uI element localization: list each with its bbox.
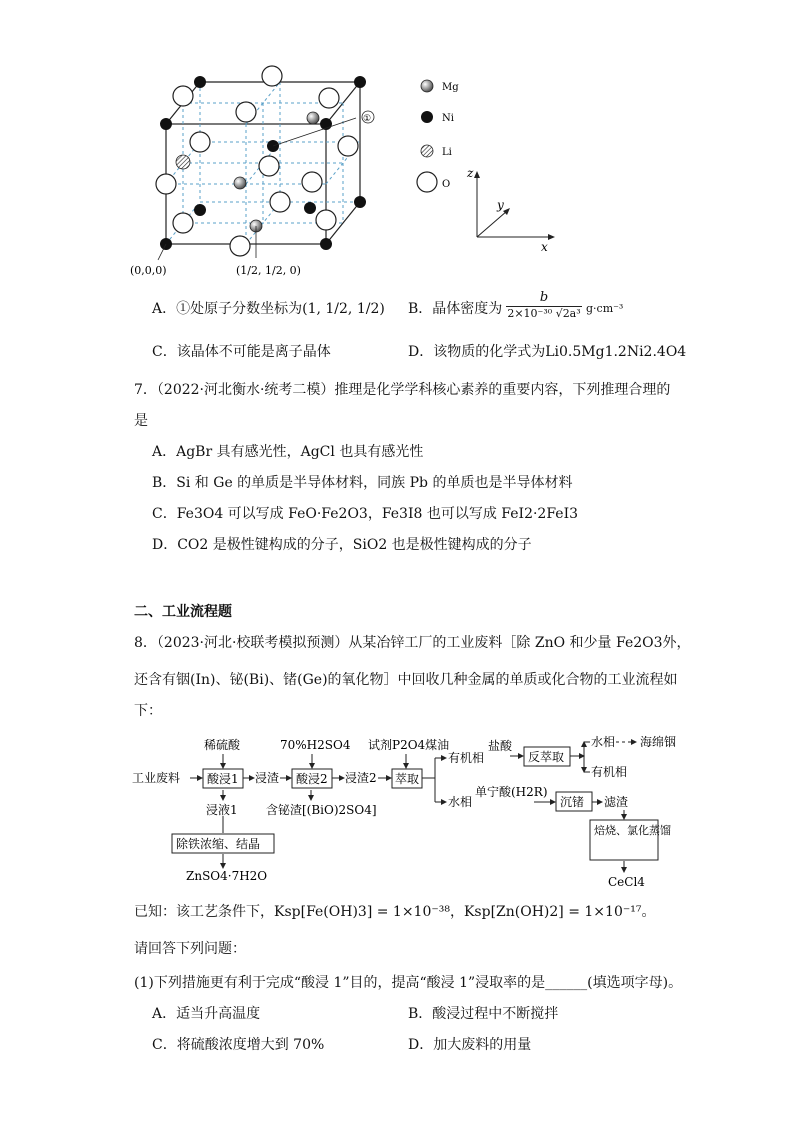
q7-option-b: B．Si 和 Ge 的单质是半导体材料，同族 Pb 的单质也是半导体材料 <box>152 475 573 491</box>
flow-leach2: 酸浸2 <box>296 772 328 786</box>
process-flowchart <box>130 728 700 890</box>
flow-back-extract: 反萃取 <box>528 750 565 764</box>
q8-option-a: A．适当升高温度 <box>152 1006 261 1022</box>
li-legend-icon <box>421 145 433 157</box>
q7-option-d: D．CO2 是极性键构成的分子，SiO2 也是极性键构成的分子 <box>152 537 532 553</box>
q8-option-d: D．加大废料的用量 <box>408 1037 532 1053</box>
flow-water2: 水相 <box>448 795 473 809</box>
flow-extract: 萃取 <box>395 772 420 786</box>
flow-leach1: 酸浸1 <box>207 772 239 786</box>
q8-option-c: C．将硫酸浓度增大到 70% <box>152 1037 325 1053</box>
fraction-numerator: b <box>506 290 582 307</box>
q8-known: 已知：该工艺条件下，Ksp[Fe(OH)3] = 1×10⁻³⁸，Ksp[Zn(OH)2] = 1×10⁻¹⁷。 <box>134 904 656 920</box>
q6-option-c-prefix: C． <box>152 344 177 360</box>
section-title: 二、工业流程题 <box>134 604 232 620</box>
q6-option-b-fraction <box>506 290 582 320</box>
mg-legend-icon <box>421 80 433 92</box>
q6-option-c <box>152 343 331 361</box>
flow-residue2: 浸渣2 <box>345 771 377 785</box>
legend-o: O <box>442 179 451 190</box>
flow-organic: 有机相 <box>448 751 485 765</box>
q6-option-a <box>152 300 385 318</box>
fraction-denominator: 2×10⁻³⁰ √2a³ <box>507 307 581 320</box>
q7-stem-line1: 7．（2022·河北衡水·统考二模）推理是化学学科核心素养的重要内容，下列推理合理的 <box>134 382 671 398</box>
axes-diagram <box>465 165 565 255</box>
flow-leachate1: 浸液1 <box>206 803 238 817</box>
flow-water-phase: 水相 <box>591 735 616 749</box>
q6-option-d-prefix: D． <box>408 344 434 360</box>
legend-li: Li <box>442 147 452 158</box>
flow-ge-precip: 沉锗 <box>560 795 585 809</box>
q8-stem-line3: 下： <box>134 703 162 719</box>
q7-option-a: A．AgBr 具有感光性，AgCl 也具有感光性 <box>152 444 424 460</box>
flow-reagent: 试剂P2O4煤油 <box>368 738 450 752</box>
flow-roast: 焙烧、氯化蒸馏 <box>594 824 671 837</box>
q6-option-a-prefix: A． <box>152 301 177 317</box>
flow-tannin: 单宁酸(H2R) <box>475 785 548 799</box>
q6-option-b-text: 晶体密度为 <box>432 301 503 317</box>
q8-answer-prompt: 请回答下列问题： <box>134 941 246 957</box>
half-coord-label: (1/2, 1/2, 0) <box>236 264 301 277</box>
q6-option-a-coord: (1, 1/2, 1/2) <box>302 301 385 317</box>
legend-mg: Mg <box>442 82 459 93</box>
crystal-structure-figure <box>120 60 420 290</box>
pointer-label: ① <box>363 114 372 124</box>
legend-ni: Ni <box>442 113 454 124</box>
q8-sub1: (1)下列措施更有利于完成“酸浸 1”目的，提高“酸浸 1”浸取率的是______(填选项字母)。 <box>134 975 683 991</box>
q6-option-a-text: ①处原子分数坐标为 <box>176 301 303 317</box>
axis-x-label: x <box>541 240 548 254</box>
q6-option-c-text: 该晶体不可能是离子晶体 <box>176 344 331 360</box>
q6-option-b-prefix: B． <box>408 301 433 317</box>
axis-y-label: y <box>497 198 504 212</box>
q7-stem-line2: 是 <box>134 413 148 429</box>
flow-filter-residue: 滤渣 <box>604 795 629 809</box>
flow-hcl: 盐酸 <box>488 739 513 753</box>
q8-option-b: B．酸浸过程中不断搅拌 <box>408 1006 559 1022</box>
q7-option-c: C．Fe3O4 可以写成 FeO·Fe2O3，Fe3I8 也可以写成 FeI2·2FeI3 <box>152 506 579 522</box>
flow-bi-residue: 含铋渣[(BiO)2SO4] <box>266 803 377 817</box>
flow-sponge-in: 海绵铟 <box>640 735 677 749</box>
q6-option-d <box>408 343 686 361</box>
density-unit: g·cm⁻³ <box>586 302 624 315</box>
ni-legend-icon <box>421 111 433 123</box>
q6-option-d-text: 该物质的化学式为Li0.5Mg1.2Ni2.4O4 <box>433 344 687 360</box>
flow-waste: 工业废料 <box>132 771 181 785</box>
axis-z-label: z <box>467 166 474 180</box>
flow-residue: 浸渣 <box>255 771 280 785</box>
q8-stem-line1: 8．（2023·河北·校联考模拟预测）从某冶锌工厂的工业废料［除 ZnO 和少量 Fe2O3外， <box>134 635 691 651</box>
q8-stem-line2: 还含有铟(In)、铋(Bi)、锗(Ge)的氧化物］中回收几种金属的单质或化合物的工业流程如 <box>134 672 678 688</box>
flow-fe-removal: 除铁浓缩、结晶 <box>176 837 261 851</box>
o-legend-icon <box>417 172 437 192</box>
flow-h2so4-70: 70%H2SO4 <box>280 738 351 752</box>
flow-organic2: 有机相 <box>591 765 628 779</box>
origin-label: (0,0,0) <box>130 264 167 277</box>
flow-dilute-acid: 稀硫酸 <box>204 738 241 752</box>
q6-option-b <box>408 300 502 318</box>
flow-gecl4: CeCl4 <box>608 875 645 889</box>
flow-znso4: ZnSO4·7H2O <box>186 869 268 883</box>
